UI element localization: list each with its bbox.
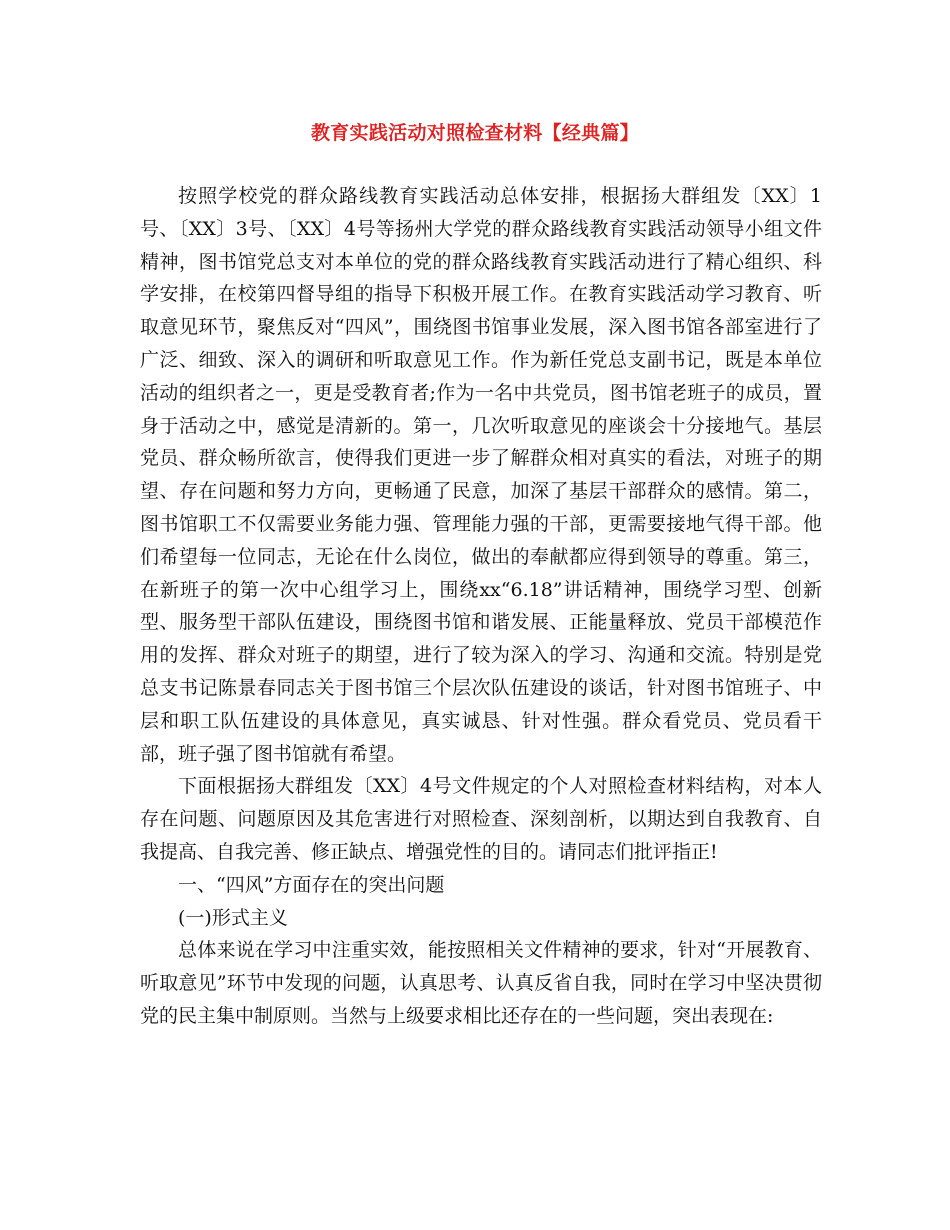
- paragraph-intro: 按照学校党的群众路线教育实践活动总体安排，根据扬大群组发〔XX〕1号、〔XX〕3号、〔XX〕4号等扬州大学党的群众路线教育实践活动领导小组文件精神，图书馆党总支对本单位的党的群众路线教育实践活动进行了精心组织、科学安排，在校第四督导组的指导下积极开展工作。在教育实践活动学习教育、听取意见环节，聚焦反对“四风”，围绕图书馆事业发展，深入图书馆各部室进行了广泛、细致、深入的调研和听取意见工作。作为新任党总支副书记，既是本单位活动的组织者之一，更是受教育者;作为一名中共党员，图书馆老班子的成员，置身于活动之中，感觉是清新的。第一，几次听取意见的座谈会十分接地气。基层党员、群众畅所欲言，使得我们更进一步了解群众相对真实的看法，对班子的期望、存在问题和努力方向，更畅通了民意，加深了基层干部群众的感情。第二，图书馆职工不仅需要业务能力强、管理能力强的干部，更需要接地气得干部。他们希望每一位同志，无论在什么岗位，做出的奉献都应得到领导的尊重。第三，在新班子的第一次中心组学习上，围绕xx“6.18”讲话精神，围绕学习型、创新型、服务型干部队伍建设，围绕图书馆和谐发展、正能量释放、党员干部模范作用的发挥、群众对班子的期望，进行了较为深入的学习、沟通和交流。特别是党总支书记陈景春同志关于图书馆三个层次队伍建设的谈话，针对图书馆班子、中层和职工队伍建设的具体意见，真实诚恳、针对性强。群众看党员、党员看干部，班子强了图书馆就有希望。: [140, 185, 822, 765]
- paragraph-formalism: 总体来说在学习中注重实效，能按照相关文件精神的要求，针对“开展教育、听取意见”环节中发现的问题，认真思考、认真反省自我，同时在学习中坚决贯彻党的民主集中制原则。当然与上级要求相比还存在的一些问题，突出表现在:: [140, 939, 822, 1027]
- subsection-heading: (一)形式主义: [178, 906, 288, 929]
- document-body: [140, 180, 822, 1033]
- section-heading: 一、“四风”方面存在的突出问题: [178, 873, 445, 896]
- paragraph-structure: 下面根据扬大群组发〔XX〕4号文件规定的个人对照检查材料结构，对本人存在问题、问题原因及其危害进行对照检查、深刻剖析，以期达到自我教育、自我提高、自我完善、修正缺点、增强党性的目的。请同志们批评指正!: [140, 775, 822, 863]
- document-title: 教育实践活动对照检查材料【经典篇】: [310, 122, 640, 144]
